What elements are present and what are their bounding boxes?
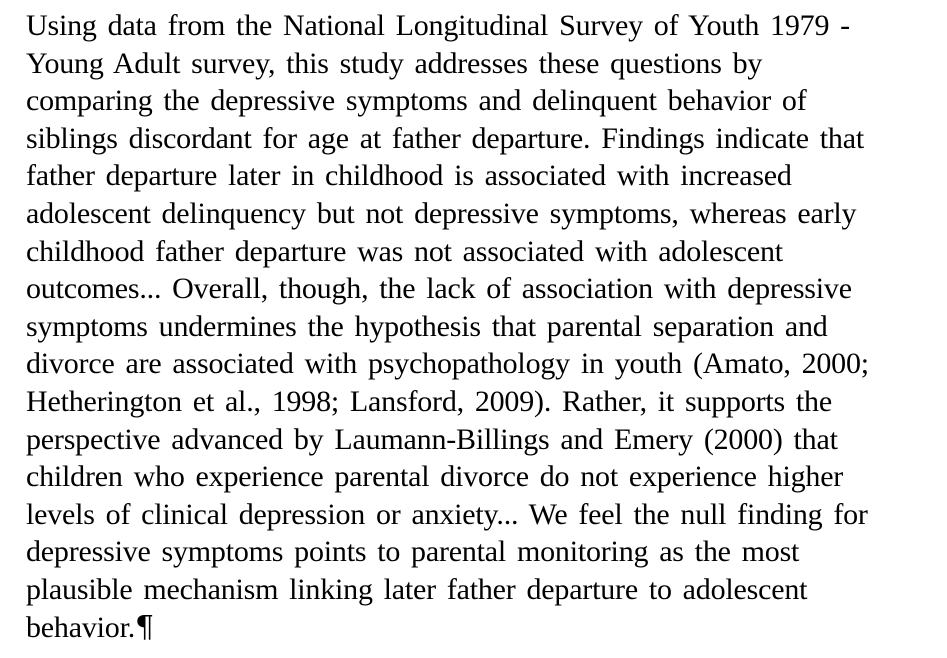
text-line <box>26 195 939 233</box>
text-line-content: divorce are associated with psychopathology in youth (Amato, 2000; <box>26 347 869 381</box>
text-line <box>26 496 939 534</box>
text-line <box>26 45 939 83</box>
text-line-content: father departure later in childhood is associated with increased <box>26 159 792 193</box>
text-line <box>26 157 939 195</box>
text-line-content: levels of clinical depression or anxiety... We feel the null finding for <box>26 497 868 531</box>
pilcrow-mark: ¶ <box>135 609 155 645</box>
text-line <box>26 383 939 421</box>
text-line <box>26 308 939 346</box>
text-line-content: children who experience parental divorce do not experience higher <box>26 460 844 494</box>
text-line <box>26 120 939 158</box>
text-line <box>26 571 939 609</box>
text-line <box>26 82 939 120</box>
text-line-content: adolescent delinquency but not depressive symptoms, whereas early <box>26 196 857 230</box>
text-line-content: behavior. <box>26 610 136 644</box>
text-line <box>26 233 939 271</box>
text-line <box>26 7 939 45</box>
text-line-content: siblings discordant for age at father departure. Findings indicate that <box>26 121 864 155</box>
text-line-content: plausible mechanism linking later father departure to adolescent <box>26 572 808 606</box>
paragraph <box>26 7 939 646</box>
text-line-content: comparing the depressive symptoms and delinquent behavior of <box>26 84 807 118</box>
text-line-content: Young Adult survey, this study addresses these questions by <box>26 46 763 80</box>
text-line-content: outcomes... Overall, though, the lack of association with depressive <box>26 272 852 306</box>
text-line-content: childhood father departure was not associated with adolescent <box>26 234 783 268</box>
text-line <box>26 345 939 383</box>
text-line <box>26 533 939 571</box>
text-line <box>26 458 939 496</box>
text-line <box>26 270 939 308</box>
text-line-content: Hetherington et al., 1998; Lansford, 2009). Rather, it supports the <box>26 384 832 418</box>
text-line-content: symptoms undermines the hypothesis that parental separation and <box>26 309 828 343</box>
text-line <box>26 609 939 647</box>
text-line-content: perspective advanced by Laumann-Billings and Emery (2000) that <box>26 422 838 456</box>
text-line-content: depressive symptoms points to parental monitoring as the most <box>26 535 800 569</box>
text-line <box>26 421 939 459</box>
text-line-content: Using data from the National Longitudinal Survey of Youth 1979 - <box>26 9 850 42</box>
